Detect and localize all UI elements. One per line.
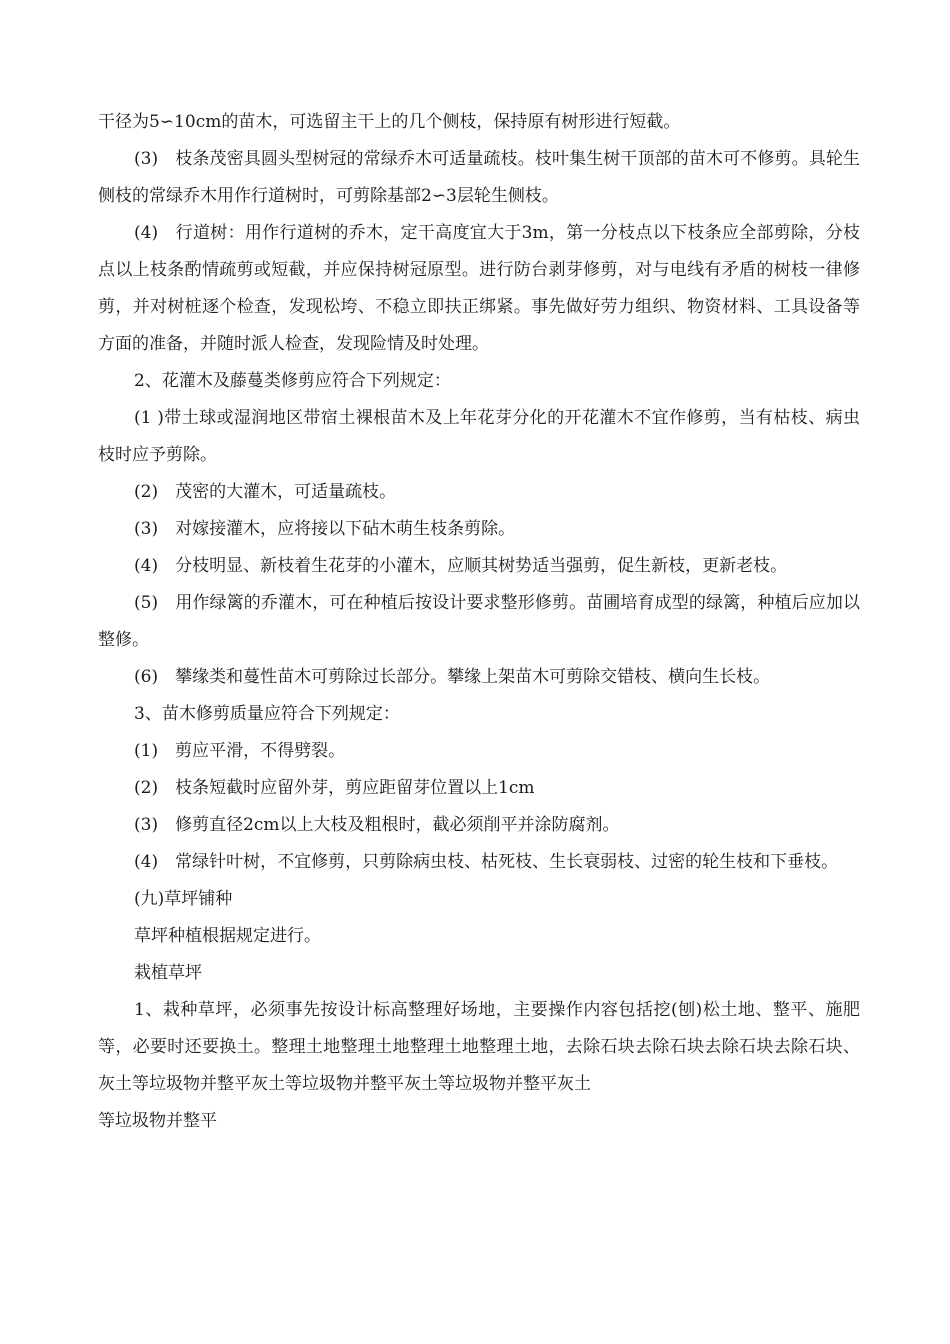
paragraph: 等垃圾物并整平 (98, 1111, 217, 1131)
paragraph: (3) 修剪直径2cm以上大枝及粗根时，截必须削平并涂防腐剂。 (134, 815, 620, 835)
paragraph: 栽植草坪 (134, 963, 202, 983)
paragraph: (1 )带土球或湿润地区带宿土裸根苗木及上年花芽分化的开花灌木不宜作修剪，当有枯枝、病虫枝时应予剪除。 (98, 408, 860, 465)
paragraph: (1) 剪应平滑，不得劈裂。 (134, 741, 346, 761)
paragraph: (6) 攀缘类和蔓性苗木可剪除过长部分。攀缘上架苗木可剪除交错枝、横向生长枝。 (134, 667, 771, 687)
paragraph: (九)草坪铺种 (134, 889, 233, 909)
document-body (98, 104, 860, 1140)
paragraph: (3) 对嫁接灌木，应将接以下砧木萌生枝条剪除。 (134, 519, 516, 539)
paragraph: 3、苗木修剪质量应符合下列规定： (134, 704, 400, 724)
paragraph: (2) 茂密的大灌木，可适量疏枝。 (134, 482, 397, 502)
paragraph: (4) 分枝明显、新枝着生花芽的小灌木，应顺其树势适当强剪，促生新枝，更新老枝。 (134, 556, 788, 576)
paragraph: (2) 枝条短截时应留外芽，剪应距留芽位置以上1cm (134, 778, 535, 798)
paragraph: 草坪种植根据规定进行。 (134, 926, 321, 946)
paragraph: (4) 常绿针叶树，不宜修剪，只剪除病虫枝、枯死枝、生长衰弱枝、过密的轮生枝和下垂枝。 (134, 852, 839, 872)
paragraph: (3) 枝条茂密具圆头型树冠的常绿乔木可适量疏枝。枝叶集生树干顶部的苗木可不修剪。具轮生侧枝的常绿乔木用作行道树时，可剪除基部2∽3层轮生侧枝。 (98, 149, 860, 206)
paragraph: 2、花灌木及藤蔓类修剪应符合下列规定： (134, 371, 451, 391)
paragraph: (4) 行道树：用作行道树的乔木，定干高度宜大于3m，第一分枝点以下枝条应全部剪除，分枝点以上枝条酌情疏剪或短截，并应保持树冠原型。进行防台剥芽修剪，对与电线有矛盾的树枝一律修剪，并对树桩逐个检查，发现松垮、不稳立即扶正绑紧。事先做好劳力组织、物资材料、工具设备等方面的准备，并随时派人检查，发现险情及时处理。 (98, 223, 860, 354)
paragraph: 干径为5∽10cm的苗木，可选留主干上的几个侧枝，保持原有树形进行短截。 (98, 112, 681, 132)
paragraph: (5) 用作绿篱的乔灌木，可在种植后按设计要求整形修剪。苗圃培育成型的绿篱，种植后应加以整修。 (98, 593, 860, 650)
paragraph: 1、栽种草坪，必须事先按设计标高整理好场地，主要操作内容包括挖(刨)松土地、整平、施肥等，必要时还要换土。整理土地整理土地整理土地整理土地，去除石块去除石块去除石块去除石块、灰土等垃圾物并整平灰土等垃圾物并整平灰土等垃圾物并整平灰土 (98, 1000, 860, 1094)
